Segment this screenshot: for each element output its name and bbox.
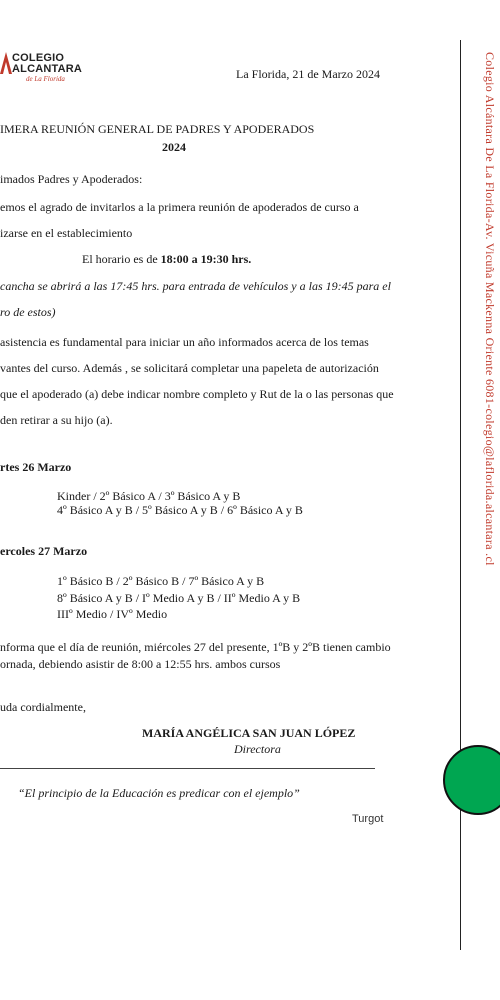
logo-mark-icon: [0, 52, 12, 74]
side-address-text: Colegio Alcántara De La Florida-Av. Vicuña Mackenna Oriente 6081-colegio@laflorida.alcantara .cl: [483, 52, 497, 566]
paragraph-line: vantes del curso. Además , se solicitará completar una papeleta de autorización: [0, 361, 379, 375]
letter-date: La Florida, 21 de Marzo 2024: [236, 67, 380, 81]
wednesday-courses: IIIº Medio / IVº Medio: [57, 607, 168, 621]
schedule-time: 18:00 a 19:30 hrs.: [160, 252, 252, 266]
notice-line: ornada, debiendo asistir de 8:00 a 12:55 hrs. ambos cursos: [0, 657, 281, 671]
paragraph-line: asistencia es fundamental para iniciar un año informados acerca de los temas: [0, 335, 369, 349]
note-line: cancha se abrirá a las 17:45 hrs. para entrada de vehículos y a las 19:45 para el: [0, 279, 391, 293]
letter-title: IMERA REUNIÓN GENERAL DE PADRES Y APODERADOS: [0, 122, 315, 136]
schedule-line: [82, 252, 251, 266]
footer-quote: “El principio de la Educación es predicar con el ejemplo”: [18, 786, 300, 800]
logo-text-colegio: COLEGIO: [12, 52, 65, 64]
salutation: uda cordialmente,: [0, 700, 86, 714]
logo-text-alcantara: ALCANTARA: [12, 63, 83, 75]
letter-year: 2024: [162, 140, 186, 154]
tuesday-courses: Kinder / 2º Básico A / 3º Básico A y B: [57, 489, 241, 503]
tuesday-heading: rtes 26 Marzo: [0, 460, 72, 474]
paragraph-line: que el apoderado (a) debe indicar nombre completo y Rut de la o las personas que: [0, 387, 394, 401]
notice-line: nforma que el día de reunión, miércoles 27 del presente, 1ºB y 2ºB tienen cambio: [0, 640, 391, 654]
paragraph-line: den retirar a su hijo (a).: [0, 413, 113, 427]
signer-name: MARÍA ANGÉLICA SAN JUAN LÓPEZ: [142, 726, 356, 740]
school-logo: [0, 50, 90, 84]
schedule-prefix: El horario es de: [82, 252, 161, 266]
logo-text-la-florida: de La Florida: [26, 75, 65, 83]
side-divider: [460, 40, 461, 950]
tuesday-courses: 4º Básico A y B / 5º Básico A y B / 6º Básico A y B: [57, 503, 303, 517]
wednesday-courses: 8º Básico A y B / Iº Medio A y B / IIº Medio A y B: [57, 591, 301, 605]
intro-line: emos el agrado de invitarlos a la primera reunión de apoderados de curso a: [0, 200, 359, 214]
greeting: imados Padres y Apoderados:: [0, 172, 143, 186]
note-line: ro de estos): [0, 305, 56, 319]
signer-role: Directora: [234, 742, 281, 756]
footer-divider: [0, 768, 375, 769]
green-circle-decoration: [443, 745, 500, 815]
wednesday-courses: 1º Básico B / 2º Básico B / 7º Básico A y B: [57, 574, 265, 588]
intro-line: izarse en el establecimiento: [0, 226, 133, 240]
quote-author: Turgot: [352, 813, 384, 825]
wednesday-heading: ercoles 27 Marzo: [0, 544, 88, 558]
